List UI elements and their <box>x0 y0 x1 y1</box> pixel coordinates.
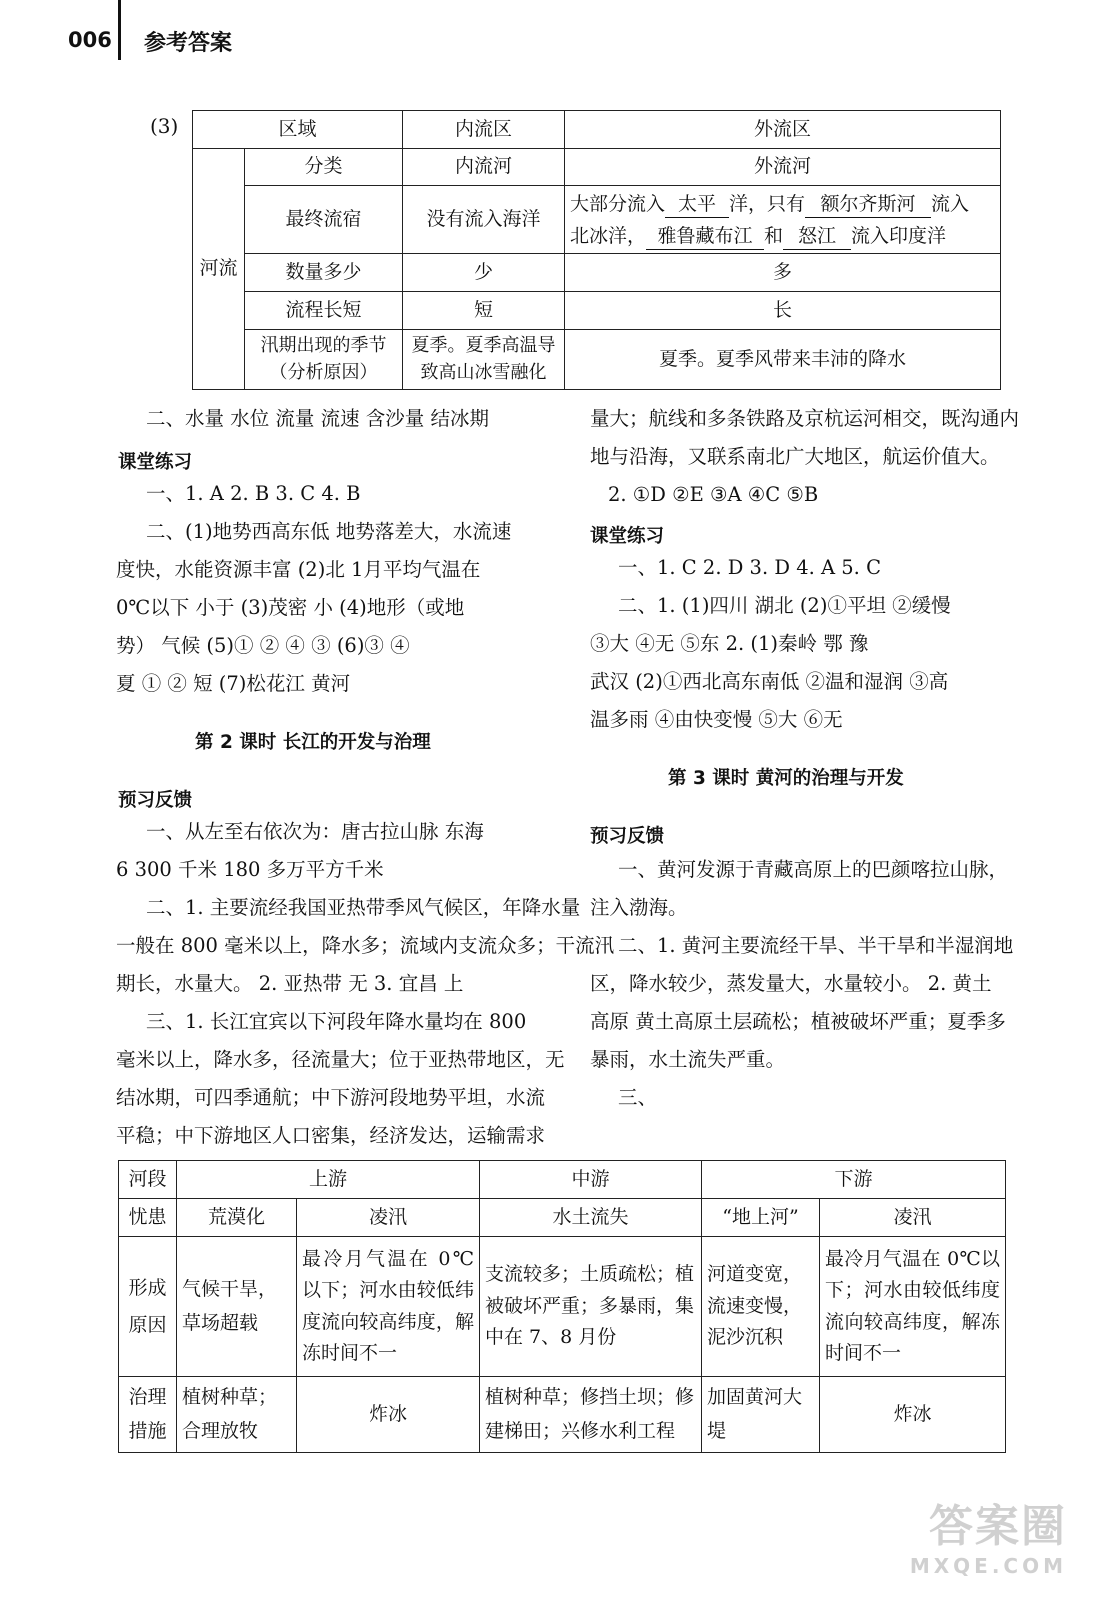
answer-line: 武汉 (2)①西北高东南低 ②温和湿润 ③高 <box>590 670 949 693</box>
section-heading: 预习反馈 <box>118 790 193 811</box>
answer-line: 二、水量 水位 流量 流速 含沙量 结冰期 <box>146 407 489 430</box>
answer-line: 2. ①D ②E ③A ④C ⑤B <box>608 483 819 506</box>
answer-line: 期长，水量大。 2. 亚热带 无 3. 宜昌 上 <box>116 972 464 995</box>
answer-line: 区，降水较少，蒸发量大，水量较小。 2. 黄土 <box>590 972 992 995</box>
row-label-measure: 治理措施 <box>119 1377 177 1453</box>
answer-line: 暴雨，水土流失严重。 <box>590 1048 786 1071</box>
row-outer-destination: 大部分流入 太平 洋，只有 额尔齐斯河 流入 北冰洋， 雅鲁藏布江 和 怒江 流入印度洋 <box>565 186 1001 254</box>
yellow-river-table <box>118 1160 1006 1453</box>
answer-line: 注入渤海。 <box>590 896 688 919</box>
measure-cell: 炸冰 <box>297 1377 480 1453</box>
problem-cell: 荒漠化 <box>177 1199 297 1237</box>
row-inner: 短 <box>403 292 565 330</box>
blank-answer: 雅鲁藏布江 <box>646 223 764 250</box>
table1-label: (3) <box>150 114 179 138</box>
row-inner: 少 <box>403 254 565 292</box>
header-outer: 外流区 <box>565 111 1001 149</box>
row-outer: 多 <box>565 254 1001 292</box>
answer-line: 平稳；中下游地区人口密集，经济发达，运输需求 <box>116 1124 546 1147</box>
row-key: 数量多少 <box>245 254 403 292</box>
row-outer: 长 <box>565 292 1001 330</box>
row-inner: 内流河 <box>403 149 565 186</box>
answer-line: 一、1. A 2. B 3. C 4. B <box>146 482 361 505</box>
header-middle: 中游 <box>480 1161 702 1199</box>
row-outer: 外流河 <box>565 149 1001 186</box>
answer-line: 结冰期，可四季通航；中下游河段地势平坦，水流 <box>116 1086 546 1109</box>
cause-cell: 支流较多；土质疏松；植被破坏严重；多暴雨，集中在 7、8 月份 <box>480 1237 702 1377</box>
header-region: 区域 <box>193 111 403 149</box>
cause-cell: 最冷月气温在 0℃以下；河水由较低纬度流向较高纬度，解冻时间不一 <box>820 1237 1006 1377</box>
river-comparison-table <box>192 110 1001 390</box>
answer-line: 一、黄河发源于青藏高原上的巴颜喀拉山脉， <box>618 858 1009 881</box>
problem-cell: “地上河” <box>702 1199 820 1237</box>
answer-line: 夏 ① ② 短 (7)松花江 黄河 <box>116 672 351 695</box>
answer-line: 0℃以下 小于 (3)茂密 小 (4)地形（或地 <box>116 596 465 619</box>
cause-cell: 最冷月气温在 0℃以下；河水由较低纬度流向较高纬度，解冻时间不一 <box>297 1237 480 1377</box>
blank-answer: 太平 <box>665 191 729 218</box>
measure-cell: 植树种草；合理放牧 <box>177 1377 297 1453</box>
row-key: 流程长短 <box>245 292 403 330</box>
section-heading: 预习反馈 <box>590 826 665 847</box>
blank-answer: 额尔齐斯河 <box>805 191 931 218</box>
row-outer: 夏季。夏季风带来丰沛的降水 <box>565 330 1001 390</box>
answer-line: 二、(1)地势西高东低 地势落差大，水流速 <box>146 520 512 543</box>
watermark-url: MXQE.COM <box>909 1554 1067 1578</box>
problem-cell: 凌汛 <box>820 1199 1006 1237</box>
answer-line: 毫米以上，降水多，径流量大；位于亚热带地区，无 <box>116 1048 565 1071</box>
page-title: 参考答案 <box>144 30 233 56</box>
answer-line: ③大 ④无 ⑤东 2. (1)秦岭 鄂 豫 <box>590 632 869 655</box>
river-label: 河流 <box>193 149 245 390</box>
row-inner: 夏季。夏季高温导致高山冰雪融化 <box>403 330 565 390</box>
answer-line: 三、1. 长江宜宾以下河段年降水量均在 800 <box>146 1010 527 1033</box>
row-key: 分类 <box>245 149 403 186</box>
header-divider <box>118 0 121 60</box>
cause-cell: 气候干旱，草场超载 <box>177 1237 297 1377</box>
row-label-cause: 形成原因 <box>119 1237 177 1377</box>
answer-line: 二、1. 主要流经我国亚热带季风气候区，年降水量 <box>146 896 581 919</box>
answer-line: 一般在 800 毫米以上，降水多；流域内支流众多；干流汛 <box>116 934 615 957</box>
row-label-problem: 忧患 <box>119 1199 177 1237</box>
row-key: 汛期出现的季节（分析原因） <box>245 330 403 390</box>
answer-line: 地与沿海，又联系南北广大地区，航运价值大。 <box>590 445 1000 468</box>
answer-line: 二、1. 黄河主要流经干旱、半干旱和半湿润地 <box>618 934 1014 957</box>
measure-cell: 植树种草；修挡土坝；修建梯田；兴修水利工程 <box>480 1377 702 1453</box>
answer-line: 量大；航线和多条铁路及京杭运河相交，既沟通内 <box>590 407 1020 430</box>
measure-cell: 加固黄河大堤 <box>702 1377 820 1453</box>
answer-line: 二、1. (1)四川 湖北 (2)①平坦 ②缓慢 <box>618 594 951 617</box>
blank-answer: 怒江 <box>783 223 851 250</box>
lesson-title: 第 2 课时 长江的开发与治理 <box>195 732 431 753</box>
section-heading: 课堂练习 <box>590 526 665 547</box>
measure-cell: 炸冰 <box>820 1377 1006 1453</box>
answer-line: 温多雨 ④由快变慢 ⑤大 ⑥无 <box>590 708 843 731</box>
problem-cell: 水土流失 <box>480 1199 702 1237</box>
lesson-title: 第 3 课时 黄河的治理与开发 <box>668 768 904 789</box>
answer-line: 一、从左至右依次为：唐古拉山脉 东海 <box>146 820 484 843</box>
answer-line: 度快，水能资源丰富 (2)北 1月平均气温在 <box>116 558 481 581</box>
row-inner: 没有流入海洋 <box>403 186 565 254</box>
answer-line: 6 300 千米 180 多万平方千米 <box>116 858 384 881</box>
answer-line: 三、 <box>618 1086 658 1109</box>
answer-line: 一、1. C 2. D 3. D 4. A 5. C <box>618 556 882 579</box>
cause-cell: 河道变宽，流速变慢，泥沙沉积 <box>702 1237 820 1377</box>
watermark-logo <box>910 1490 1067 1578</box>
watermark-text: 答案圈 <box>929 1501 1067 1552</box>
header-segment: 河段 <box>119 1161 177 1199</box>
answer-line: 高原 黄土高原土层疏松；植被破坏严重；夏季多 <box>590 1010 1006 1033</box>
page-number: 006 <box>68 28 112 52</box>
header-inner: 内流区 <box>403 111 565 149</box>
answer-line: 势） 气候 (5)① ② ④ ③ (6)③ ④ <box>116 634 410 657</box>
problem-cell: 凌汛 <box>297 1199 480 1237</box>
header-lower: 下游 <box>702 1161 1006 1199</box>
row-key: 最终流宿 <box>245 186 403 254</box>
header-upper: 上游 <box>177 1161 480 1199</box>
section-heading: 课堂练习 <box>118 452 193 473</box>
